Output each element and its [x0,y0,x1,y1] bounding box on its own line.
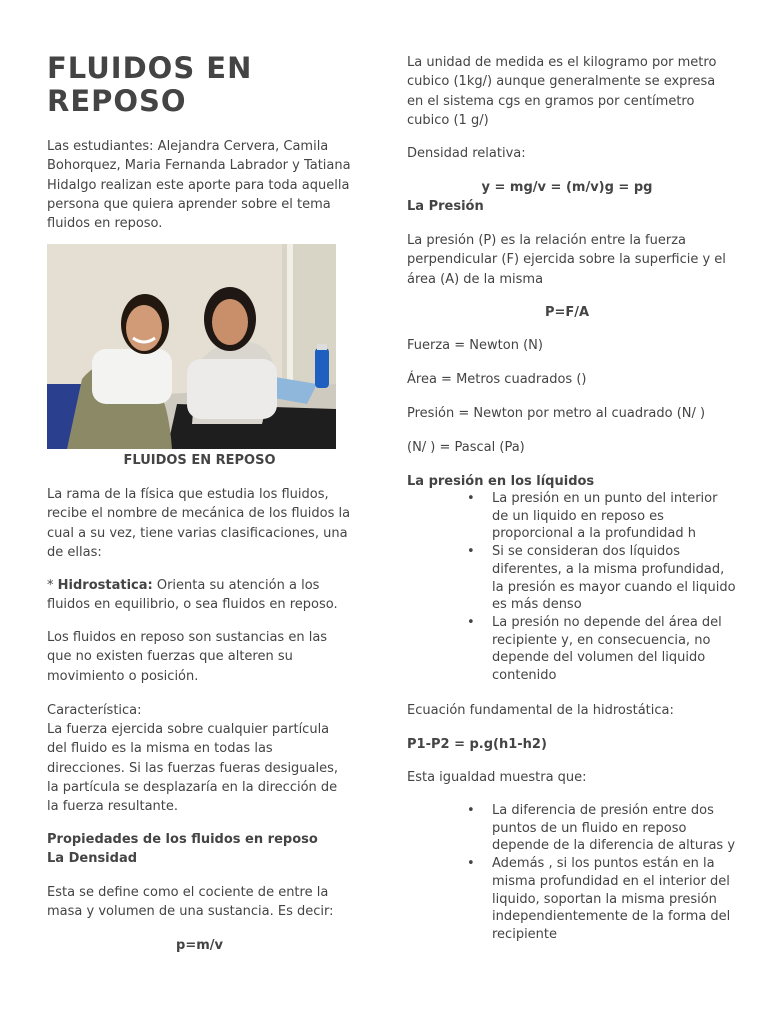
paragraph-rama: La rama de la física que estudia los fluidos, recibe el nombre de mecánica de los fluidos la cual a su vez, tiene varias clasificaciones, una de ellas: [47,487,351,560]
densidad-heading: La Densidad [47,851,138,866]
presion-heading: La Presión [407,199,484,214]
list-item: • Si se consideran dos líquidos diferentes, a la misma profundidad, la presión es mayor cuando el liquido es más denso [407,543,737,614]
liquidos-heading: La presión en los líquidos [407,474,595,489]
students-photo-illustration [47,244,336,449]
igualdad-list [407,802,737,944]
ecuacion-label: Ecuación fundamental de la hidrostática: [407,703,674,718]
paragraph-hidrostatica [47,576,352,615]
formula-density: p=m/v [176,938,223,953]
paragraph-fluidos-reposo: Los fluidos en reposo son sustancias en las que no existen fuerzas que alteren su movimiento o posición. [47,630,328,684]
liquidos-list [407,490,737,685]
caracteristica-text: La fuerza ejercida sobre cualquier partícula del fluido es la misma en todas las direcciones. Si las fuerzas fueras desiguales, la partícula se desplazaría en la dirección de la fuerza resultante. [47,722,339,815]
presion-paragraph: La presión (P) es la relación entre la fuerza perpendicular (F) ejercida sobre la superficie y el área (A) de la misma [407,233,726,287]
list-item: • Además , si los puntos están en la misma profundidad en el interior del liquido, soportan la misma presión independientemente de la forma del recipiente [407,855,737,944]
presion-unit-line: Presión = Newton por metro al cuadrado (N/ ) [407,406,706,421]
propiedades-heading: Propiedades de los fluidos en reposo [47,832,318,847]
document-title: FLUIDOS EN REPOSO [47,51,253,118]
list-item: • La diferencia de presión entre dos puntos de un fluido en reposo depende de la diferencia de alturas y [407,802,737,855]
fuerza-line: Fuerza = Newton (N) [407,338,543,353]
students-photo [47,244,336,449]
formula-hydrostatic: P1-P2 = p.g(h1-h2) [407,737,547,752]
unit-paragraph: La unidad de medida es el kilogramo por metro cubico (1kg/) aunque generalmente se expresa en el sistema cgs en gramos por centímetro cubico (1 g/) [407,55,717,128]
pascal-line: (N/ ) = Pascal (Pa) [407,440,525,455]
area-line: Área = Metros cuadrados () [407,372,587,387]
list-item: • La presión en un punto del interior de un liquido en reposo es proporcional a la profundidad h [407,490,737,543]
hidro-text: Orienta su atención a los fluidos en equilibrio, o sea fluidos en reposo. [47,578,338,613]
densidad-relativa-label: Densidad relativa: [407,146,526,161]
formula-pressure: P=F/A [544,305,590,320]
caracteristica-label: Característica: [47,703,142,718]
hidro-term: Hidrostatica: [57,578,153,593]
igualdad-label: Esta igualdad muestra que: [407,770,587,785]
intro-paragraph: Las estudiantes: Alejandra Cervera, Camila Bohorquez, Maria Fernanda Labrador y Tatiana Hidalgo realizan este aporte para toda aquella persona que quiera aprender sobre el tema fluidos en reposo. [47,139,351,232]
densidad-text: Esta se define como el cociente de entre la masa y volumen de una sustancia. Es decir: [47,885,334,920]
hidro-prefix: * [47,578,58,593]
list-item: • La presión no depende del área del recipiente y, en consecuencia, no depende del volumen del liquido contenido [407,614,737,685]
formula-weight: y = mg/v = (m/v)g = pg [481,180,653,195]
photo-caption: FLUIDOS EN REPOSO [123,453,276,468]
